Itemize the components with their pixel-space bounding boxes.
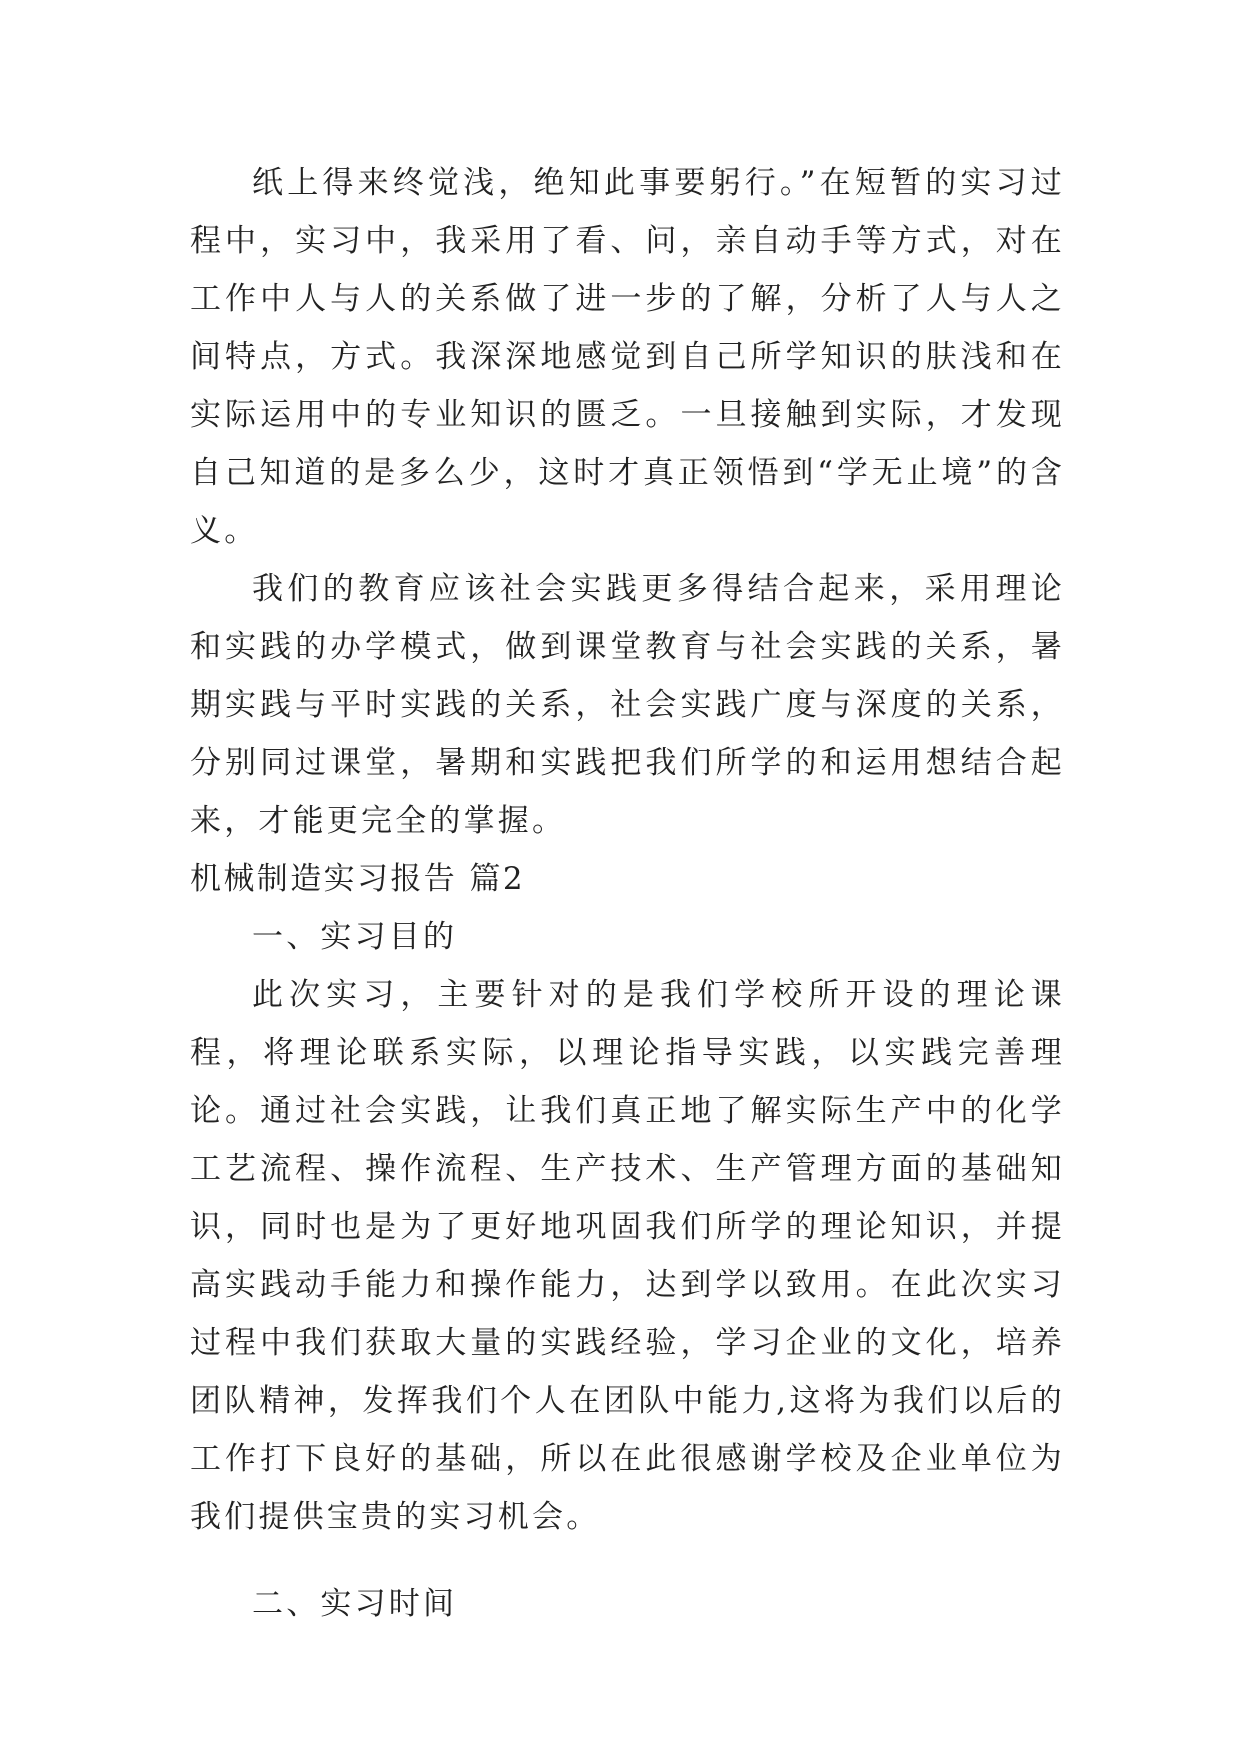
body-paragraph-2: 我们的教育应该社会实践更多得结合起来，采用理论和实践的办学模式，做到课堂教育与社会实践的关系，暑期实践与平时实践的关系，社会实践广度与深度的关系，分别同过课堂，暑期和实践把我们所学的和运用想结合起来，才能更完全的掌握。 bbox=[190, 571, 1065, 839]
sub-heading-time: 二、实习时间 bbox=[252, 1586, 458, 1622]
document-body bbox=[190, 154, 1065, 1633]
sub-heading-purpose: 一、实习目的 bbox=[252, 919, 458, 955]
section-title: 机械制造实习报告 篇2 bbox=[190, 861, 525, 897]
body-paragraph-3: 此次实习，主要针对的是我们学校所开设的理论课程，将理论联系实际，以理论指导实践，以实践完善理论。通过社会实践，让我们真正地了解实际生产中的化学工艺流程、操作流程、生产技术、生产管理方面的基础知识，同时也是为了更好地巩固我们所学的理论知识，并提高实践动手能力和操作能力，达到学以致用。在此次实习过程中我们获取大量的实践经验，学习企业的文化，培养团队精神，发挥我们个人在团队中能力,这将为我们以后的工作打下良好的基础，所以在此很感谢学校及企业单位为我们提供宝贵的实习机会。 bbox=[190, 977, 1065, 1535]
body-paragraph-1: 纸上得来终觉浅，绝知此事要躬行。”在短暂的实习过程中，实习中，我采用了看、问，亲自动手等方式，对在工作中人与人的关系做了进一步的了解，分析了人与人之间特点，方式。我深深地感觉到自己所学知识的肤浅和在实际运用中的专业知识的匮乏。一旦接触到实际，才发现自己知道的是多么少，这时才真正领悟到“学无止境”的含义。 bbox=[190, 165, 1065, 549]
